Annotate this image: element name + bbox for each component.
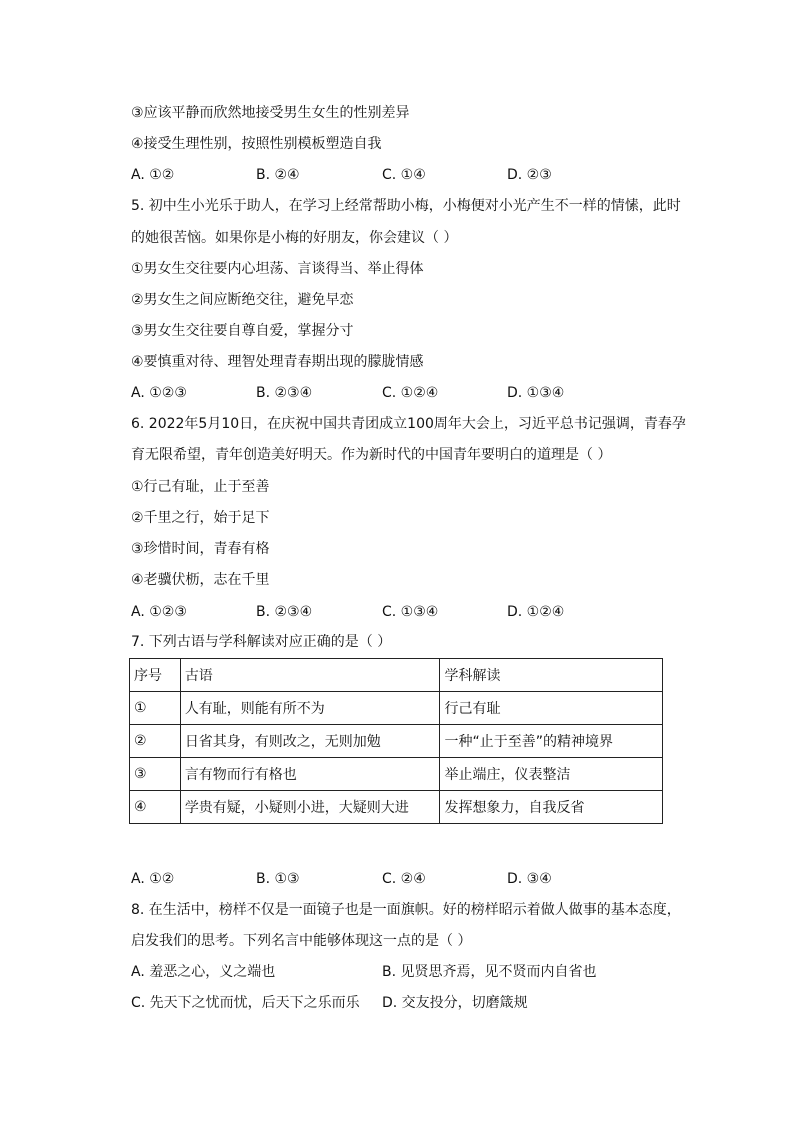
table-header-cell: 学科解读 bbox=[440, 659, 663, 692]
q5-option-c: C. ①②④ bbox=[382, 385, 439, 401]
q5-options bbox=[131, 383, 691, 403]
table-cell: 日省其身，有则改之，无则加勉 bbox=[180, 725, 440, 758]
table-header-cell: 古语 bbox=[180, 659, 440, 692]
q5-option-d: D. ①③④ bbox=[507, 385, 565, 401]
table-cell: 举止端庄，仪表整洁 bbox=[440, 758, 663, 791]
q4-item-4: ④接受生理性别，按照性别模板塑造自我 bbox=[131, 136, 382, 152]
q8-option-d: D. 交友投分，切磨箴规 bbox=[382, 995, 528, 1011]
q8-options-row2 bbox=[131, 993, 691, 1013]
q4-option-a: A. ①② bbox=[131, 167, 175, 183]
q5-item-4: ④要慎重对待、理智处理青春期出现的朦胧情感 bbox=[131, 354, 424, 370]
q7-table bbox=[129, 658, 663, 824]
q8-option-c: C. 先天下之忧而忧，后天下之乐而乐 bbox=[131, 995, 360, 1011]
table-row bbox=[130, 725, 663, 758]
q5-item-2: ②男女生之间应断绝交往，避免早恋 bbox=[131, 292, 354, 308]
q6-options bbox=[131, 602, 691, 622]
q7-options bbox=[131, 869, 691, 889]
q5-option-b: B. ②③④ bbox=[256, 385, 313, 401]
q8-stem-line2: 启发我们的思考。下列名言中能够体现这一点的是（ ） bbox=[131, 933, 472, 949]
table-cell: 行己有耻 bbox=[440, 692, 663, 725]
table-cell: 人有耻，则能有所不为 bbox=[180, 692, 440, 725]
table-row bbox=[130, 758, 663, 791]
q5-stem-line2: 的她很苦恼。如果你是小梅的好朋友，你会建议（ ） bbox=[131, 230, 458, 246]
q6-item-1: ①行己有耻，止于至善 bbox=[131, 479, 270, 495]
table-cell: 发挥想象力，自我反省 bbox=[440, 791, 663, 824]
table-header-cell: 序号 bbox=[130, 659, 181, 692]
q4-option-c: C. ①④ bbox=[382, 167, 426, 183]
q7-option-a: A. ①② bbox=[131, 871, 175, 887]
q7-stem: 7. 下列古语与学科解读对应正确的是（ ） bbox=[131, 634, 392, 650]
q4-option-b: B. ②④ bbox=[256, 167, 300, 183]
table-row bbox=[130, 692, 663, 725]
q6-item-2: ②千里之行，始于足下 bbox=[131, 510, 270, 526]
table-header-row bbox=[130, 659, 663, 692]
table-cell: 一种“止于至善”的精神境界 bbox=[440, 725, 663, 758]
q5-option-a: A. ①②③ bbox=[131, 385, 187, 401]
table-cell: 学贵有疑，小疑则小进，大疑则大进 bbox=[180, 791, 440, 824]
q8-options-row1 bbox=[131, 962, 691, 982]
q4-item-3: ③应该平静而欣然地接受男生女生的性别差异 bbox=[131, 105, 410, 121]
q7-option-d: D. ③④ bbox=[507, 871, 552, 887]
q5-item-1: ①男女生交往要内心坦荡、言谈得当、举止得体 bbox=[131, 261, 424, 277]
q6-stem-line2: 育无限希望，青年创造美好明天。作为新时代的中国青年要明白的道理是（ ） bbox=[131, 447, 612, 463]
q7-option-b: B. ①③ bbox=[256, 871, 300, 887]
table-cell: ③ bbox=[130, 758, 181, 791]
q6-option-b: B. ②③④ bbox=[256, 604, 313, 620]
q6-stem-line1: 6. 2022年5月10日，在庆祝中国共青团成立100周年大会上，习近平总书记强调，青春孕 bbox=[131, 416, 686, 432]
q8-option-a: A. 羞恶之心，义之端也 bbox=[131, 964, 276, 980]
q8-option-b: B. 见贤思齐焉，见不贤而内自省也 bbox=[382, 964, 597, 980]
q6-item-4: ④老骥伏枥，志在千里 bbox=[131, 572, 270, 588]
q7-option-c: C. ②④ bbox=[382, 871, 426, 887]
q6-option-a: A. ①②③ bbox=[131, 604, 187, 620]
q5-stem-line1: 5. 初中生小光乐于助人，在学习上经常帮助小梅，小梅便对小光产生不一样的情愫，此时 bbox=[131, 198, 681, 214]
table-cell: 言有物而行有格也 bbox=[180, 758, 440, 791]
q6-item-3: ③珍惜时间，青春有格 bbox=[131, 541, 270, 557]
table-cell: ① bbox=[130, 692, 181, 725]
q4-options bbox=[131, 165, 691, 185]
q6-option-c: C. ①③④ bbox=[382, 604, 439, 620]
table-cell: ② bbox=[130, 725, 181, 758]
q5-item-3: ③男女生交往要自尊自爱，掌握分寸 bbox=[131, 323, 354, 339]
q4-option-d: D. ②③ bbox=[507, 167, 552, 183]
q6-option-d: D. ①②④ bbox=[507, 604, 565, 620]
table-row bbox=[130, 791, 663, 824]
table-cell: ④ bbox=[130, 791, 181, 824]
q8-stem-line1: 8. 在生活中，榜样不仅是一面镜子也是一面旗帜。好的榜样昭示着做人做事的基本态度， bbox=[131, 902, 681, 918]
